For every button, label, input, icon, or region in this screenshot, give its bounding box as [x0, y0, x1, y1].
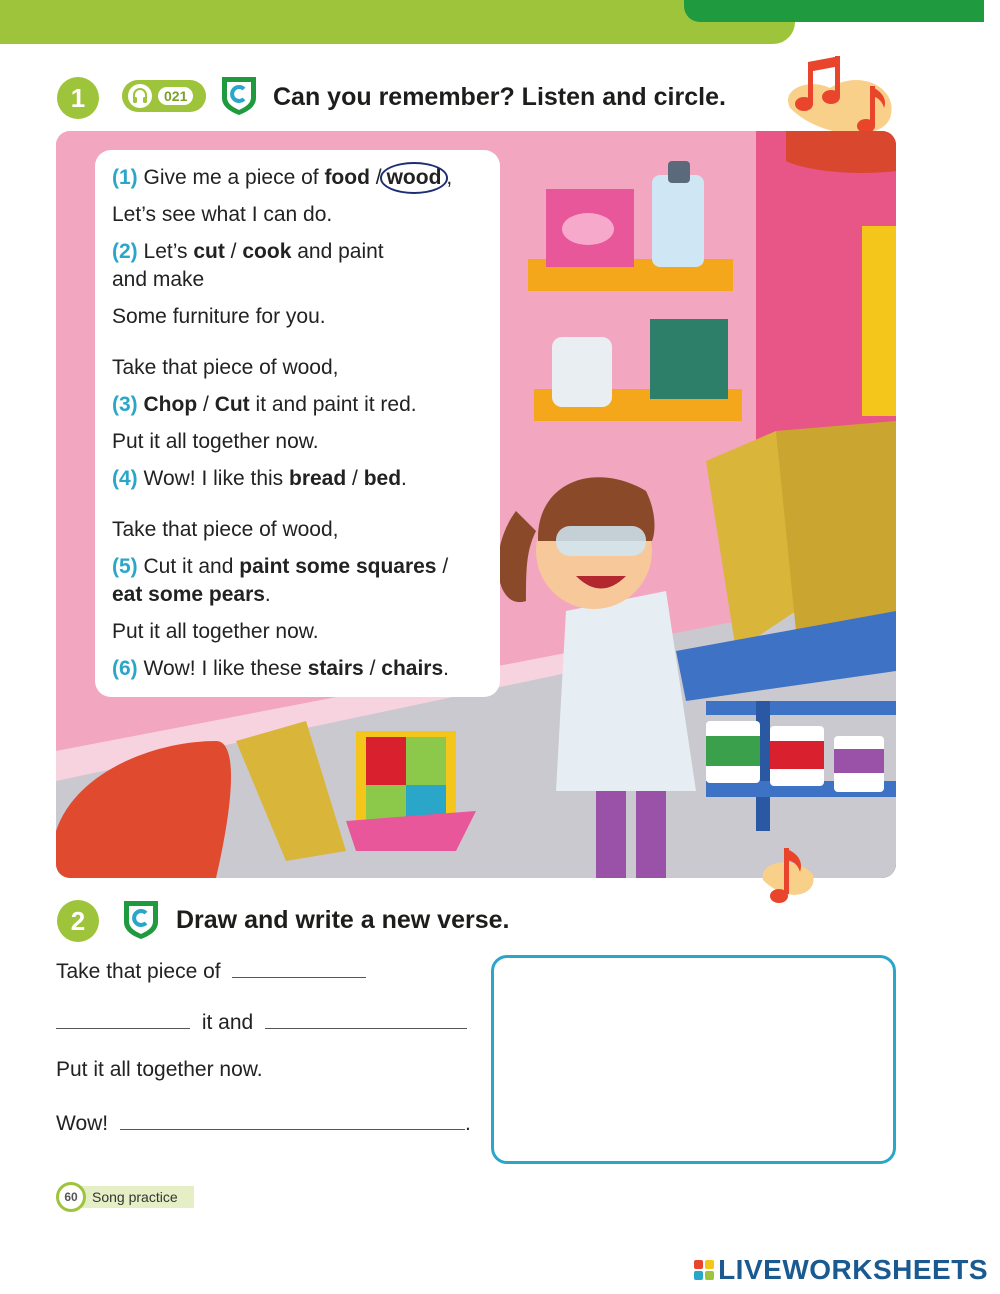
blank-input-2[interactable] — [56, 1007, 190, 1029]
page-footer-tag — [56, 1182, 194, 1212]
song-line-10b: eat some pears. — [112, 583, 271, 606]
option-cut-2[interactable]: Cut — [214, 393, 250, 416]
song-line-3: (2) Let’s cut / cook and paint — [112, 240, 384, 263]
song-line-8: (4) Wow! I like this bread / bed. — [112, 467, 407, 490]
brand-wordmark: LIVEWORKSHEETS — [718, 1254, 988, 1285]
drawing-area[interactable] — [491, 955, 896, 1164]
section-label: Song practice — [80, 1186, 194, 1208]
verse-line-1: Take that piece of — [56, 956, 366, 984]
option-food[interactable]: food — [324, 166, 370, 189]
verse-line-4: Wow! . — [56, 1108, 471, 1136]
option-chairs[interactable]: chairs — [381, 657, 444, 680]
page-number: 60 — [56, 1182, 86, 1212]
headphones-icon — [128, 84, 152, 108]
song-line-3b: and make — [112, 268, 205, 291]
audio-track-button[interactable] — [122, 80, 206, 112]
exercise-1-number: 1 — [57, 77, 99, 119]
song-line-1: (1) Give me a piece of food / wood , — [112, 164, 484, 192]
audio-track-number: 021 — [158, 87, 193, 105]
option-chop[interactable]: Chop — [143, 393, 198, 416]
blank-input-3[interactable] — [265, 1007, 467, 1029]
option-wood-circled[interactable]: wood — [380, 162, 449, 194]
liveworksheets-logo[interactable] — [694, 1254, 988, 1286]
option-paint-some-squares[interactable]: paint some squares — [239, 555, 437, 578]
option-cut[interactable]: cut — [193, 240, 225, 263]
song-line-9: Take that piece of wood, — [112, 518, 339, 541]
option-stairs[interactable]: stairs — [307, 657, 364, 680]
exercise-1-title: Can you remember? Listen and circle. — [273, 83, 726, 111]
option-bread[interactable]: bread — [289, 467, 347, 490]
blank-input-4[interactable] — [120, 1108, 465, 1130]
option-eat-some-pears[interactable]: eat some pears — [112, 583, 265, 606]
verse-line-3: Put it all together now. — [56, 1058, 263, 1081]
brand-grid-icon — [694, 1260, 714, 1280]
song-lyrics-box — [95, 150, 500, 697]
song-line-2: Let’s see what I can do. — [112, 203, 333, 226]
exercise-2-number: 2 — [57, 900, 99, 942]
competency-shield-icon-2 — [121, 898, 161, 940]
song-line-11: Put it all together now. — [112, 620, 319, 643]
song-line-12: (6) Wow! I like these stairs / chairs. — [112, 657, 449, 680]
exercise-2-title: Draw and write a new verse. — [176, 906, 510, 934]
top-banner — [0, 0, 795, 44]
song-line-10: (5) Cut it and paint some squares / — [112, 555, 449, 578]
song-line-6: (3) Chop / Cut it and paint it red. — [112, 393, 417, 416]
top-banner-accent — [684, 0, 984, 22]
song-line-4: Some furniture for you. — [112, 305, 326, 328]
blank-input-1[interactable] — [232, 956, 366, 978]
music-notes-icon — [780, 48, 910, 143]
song-line-5: Take that piece of wood, — [112, 356, 339, 379]
song-line-7: Put it all together now. — [112, 430, 319, 453]
option-bed[interactable]: bed — [363, 467, 402, 490]
music-note-small-icon — [758, 840, 818, 910]
verse-line-2: it and — [56, 1007, 467, 1035]
competency-shield-icon — [219, 74, 259, 116]
option-cook[interactable]: cook — [242, 240, 292, 263]
